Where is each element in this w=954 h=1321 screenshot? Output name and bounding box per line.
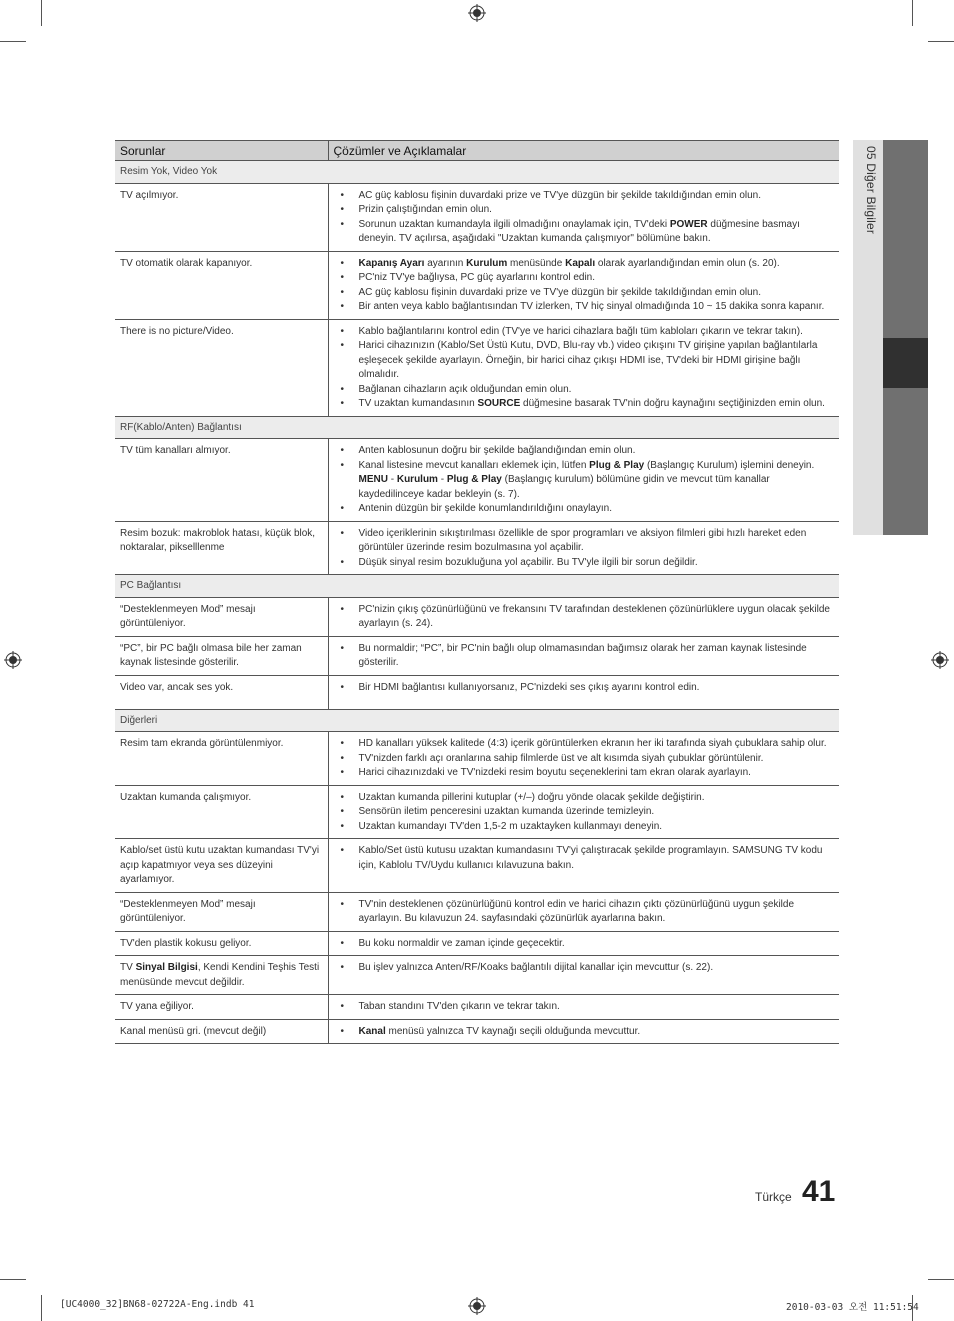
solution-cell [328,892,839,931]
table-row [115,319,839,416]
solution-item [337,556,835,571]
bold-term: POWER [669,218,708,230]
column-header-solutions: Çözümler ve Açıklamalar [328,141,839,161]
solution-cell [328,319,839,416]
solution-item [337,791,835,806]
solution-item [337,766,835,781]
problem-cell [115,675,328,709]
problem-cell [115,785,328,839]
section-header-row [115,709,839,732]
bold-term: Plug & Play [589,459,645,471]
solution-item [337,898,835,927]
problem-cell [115,995,328,1020]
solution-list [337,325,835,412]
table-row [115,675,839,709]
text-run: menüsünde [507,257,566,269]
text-run: TV [120,962,136,973]
solution-item [337,603,835,632]
solution-item [337,820,835,835]
text-run: Antenin düzgün bir şekilde konumlandırıldığını onaylayın. [358,503,612,514]
table-row [115,636,839,675]
solution-item [337,642,835,671]
table-row [115,956,839,995]
solution-list [337,681,835,696]
solution-item [337,937,835,952]
text-run: Bu normaldir; “PC”, bir PC'nin bağlı olup olmamasından bağımsız olarak her zaman kaynak listesinde gösterilir. [358,642,807,668]
text-run: Harici cihazınızın (Kablo/Set Üstü Kutu, DVD, Blu-ray vb.) video çıkışını TV girişine yapılan bağlantılarla eşleşecek şekilde ayarlayın. Örneğin, bir harici cihaz çıkışı HDMI ise, TV'deki bir HDMI girişine bağlı olmalıdır. [358,340,818,380]
text-run: TV'nin desteklenen çözünürlüğünü kontrol edin ve harici cihazın çıktı çözünürlüğünü uygun şekilde ayarlayın. Bu kılavuzun 24. sayfasındaki çözünürlük ayarlarına bakın. [358,898,795,924]
text-run: TV otomatik olarak kapanıyor. [120,257,253,269]
solution-list [337,642,835,671]
text-run: Kablo/set üstü kutu uzaktan kumandası TV'yi açıp kapatmıyor veya ses düzeyini ayarlamıyor. [120,845,320,885]
problem-cell [115,597,328,636]
problem-cell [115,839,328,893]
text-run: - [387,474,397,485]
table-row [115,597,839,636]
solution-item [337,961,835,976]
text-run: Bu koku normaldir ve zaman içinde geçecektir. [358,937,565,949]
text-run: Sorunun uzaktan kumandayla ilgili olmadığını onaylamak için, TV'deki [358,218,670,230]
text-run: “Desteklenmeyen Mod” mesajı görüntüleniyor. [120,603,256,629]
crop-mark [0,41,26,42]
section-header-row [115,416,839,439]
text-run: TV'den plastik kokusu geliyor. [120,937,252,949]
solution-item [337,1000,835,1015]
table-row [115,251,839,319]
crop-mark [928,41,954,42]
text-run: Prizin çalıştığından emin olun. [358,204,492,215]
chapter-tab-marker [883,338,928,388]
solution-item [337,218,835,247]
solution-item [337,502,835,517]
table-row [115,839,839,893]
text-run: TV'nizden farklı açı oranlarına sahip filmlerde üst ve alt kısımda siyah çubuklar görüntülenir. [358,752,764,764]
page-language: Türkçe [755,1190,792,1204]
registration-mark-icon [931,651,949,669]
solution-cell [328,732,839,786]
registration-mark-icon [468,4,486,22]
text-run: Uzaktan kumanda çalışmıyor. [120,791,252,803]
text-run: There is no picture/Video. [120,325,234,337]
solution-item [337,339,835,383]
solution-list [337,844,835,873]
text-run: olarak ayarlandığından emin olun (s. 20). [595,257,780,269]
bold-term: Kapanış Ayarı [358,257,425,269]
page-number: 41 [802,1175,836,1208]
problem-cell [115,439,328,522]
table-row [115,439,839,522]
solution-cell [328,183,839,251]
solution-item [337,257,835,272]
table-row [115,521,839,575]
solution-list [337,791,835,835]
troubleshooting-table [115,140,839,1044]
text-run: Video içeriklerinin sıkıştırılması özellikle de spor programları ve aksiyon filmleri gibi hızlı hareket eden görüntüler üzerinde resim bozulmasına yol açabilir. [358,527,807,553]
text-run: PC'nizin çıkış çözünürlüğünü ve frekansını TV tarafından desteklenen çözünürlüklere uygun olacak şekilde ayarlayın (s. 24). [358,603,830,629]
text-run: Uzaktan kumandayı TV'den 1,5-2 m uzaktayken kullanmayı deneyin. [358,820,663,832]
registration-mark-icon [468,1297,486,1315]
solution-cell [328,931,839,956]
solution-cell [328,439,839,522]
solution-item [337,459,835,503]
solution-list [337,257,835,315]
table-row [115,892,839,931]
problem-cell [115,319,328,416]
text-run: Harici cihazınızdaki ve TV'nizdeki resim boyutu seçeneklerini tam ekran olarak ayarlayın. [358,767,751,778]
solution-item [337,397,835,412]
table-row [115,995,839,1020]
table-row [115,785,839,839]
bold-term: Sinyal Bilgisi [135,962,198,973]
solution-item [337,805,835,820]
solution-item [337,383,835,398]
text-run: AC güç kablosu fişinin duvardaki prize ve TV'ye düzgün bir şekilde takıldığından emin olun. [358,189,762,201]
table-body [115,161,839,1044]
bold-term: Kapalı [565,257,596,269]
crop-mark [41,1295,42,1321]
text-run: “PC”, bir PC bağlı olmasa bile her zaman kaynak listesinde gösterilir. [120,642,302,668]
chapter-tab-strip [883,388,928,535]
bold-term: Kurulum [396,474,438,485]
solution-list [337,189,835,247]
text-run: Video var, ancak ses yok. [120,681,234,693]
solution-cell [328,995,839,1020]
section-title: RF(Kablo/Anten) Bağlantısı [115,416,839,439]
text-run: Resim tam ekranda görüntülenmiyor. [120,738,284,749]
text-run: Kablo/Set üstü kutusu uzaktan kumandasını TV'yi çalıştıracak şekilde programlayın. SAMSUNG TV kodu için, Kablolu TV/Uydu kullanıcı kılavuzuna bakın. [358,845,823,871]
table-row [115,732,839,786]
text-run: Düşük sinyal resim bozukluğuna yol açabilir. Bu TV'yle ilgili bir sorun değildir. [358,556,698,568]
bold-term: SOURCE [477,398,521,409]
section-header-row [115,161,839,184]
text-run: düğmesine basmayı deneyin. TV açılırsa, aşağıdaki "Uzaktan kumanda çalışmıyor" bölümüne bakın. [358,218,800,244]
solution-item [337,1025,835,1040]
section-title: PC Bağlantısı [115,575,839,598]
text-run: TV yana eğiliyor. [120,1001,194,1012]
solution-cell [328,251,839,319]
text-run: TV tüm kanalları almıyor. [120,445,231,456]
text-run: düğmesine basarak TV'nin doğru kaynağını seçtiğinizden emin olun. [520,398,825,409]
solution-cell [328,785,839,839]
text-run: HD kanalları yüksek kalitede (4:3) içerik görüntülerken ekranın her iki tarafında siyah çubuklara sahip olur. [358,738,827,749]
text-run: menüsü yalnızca TV kaynağı seçili olduğunda mevcuttur. [385,1025,641,1037]
text-run: AC güç kablosu fişinin duvardaki prize ve TV'ye düzgün bir şekilde takıldığından emin olun. [358,286,762,298]
text-run: Bağlanan cihazların açık olduğundan emin olun. [358,383,572,395]
problem-cell [115,931,328,956]
registration-mark-icon [4,651,22,669]
table-row [115,1019,839,1044]
crop-mark [0,1279,26,1280]
solution-list [337,1025,835,1040]
text-run: Resim bozuk: makroblok hatası, küçük blok, noktaralar, pikselllenme [120,527,316,553]
solution-list [337,898,835,927]
text-run: (Başlangıç Kurulum) işlemini deneyin. [644,459,815,471]
solution-item [337,271,835,286]
problem-cell [115,956,328,995]
table-row [115,931,839,956]
print-file-info: [UC4000_32]BN68-02722A-Eng.indb 41 [60,1299,255,1310]
text-run: Kanal listesine mevcut kanalları eklemek için, lütfen [358,459,590,471]
solution-item [337,444,835,459]
text-run: TV uzaktan kumandasının [358,398,478,409]
solution-cell [328,521,839,575]
column-header-problems: Sorunlar [115,141,328,161]
solution-item [337,681,835,696]
solution-item [337,189,835,204]
solution-item [337,844,835,873]
problem-cell [115,1019,328,1044]
text-run: Uzaktan kumanda pillerini kutuplar (+/–) doğru yönde olacak şekilde değiştirin. [358,791,705,803]
text-run: - [437,474,447,485]
solution-list [337,527,835,571]
text-run: (Başlangıç kurulum) bölümüne gidin ve mevcut tüm kanallar kaydedilinceye kadar bekleyin (s. 7). [358,474,770,500]
text-run: Kanal menüsü gri. (mevcut değil) [120,1025,267,1037]
problem-cell [115,732,328,786]
text-run: Sensörün iletim penceresini uzaktan kumanda üzerinde temizleyin. [358,806,655,817]
problem-cell [115,183,328,251]
solution-list [337,961,835,976]
crop-mark [41,0,42,26]
solution-cell [328,675,839,709]
table-row [115,183,839,251]
solution-item [337,300,835,315]
text-run: Taban standını TV'den çıkarın ve tekrar takın. [358,1001,560,1012]
solution-list [337,937,835,952]
bold-term: Kurulum [466,257,508,269]
print-datetime: 2010-03-03 오전 11:51:54 [786,1302,919,1313]
solution-cell [328,1019,839,1044]
bold-term: Kanal [358,1025,386,1037]
problem-cell [115,251,328,319]
solution-list [337,737,835,781]
solution-item [337,737,835,752]
problem-cell [115,892,328,931]
bold-term: Plug & Play [446,474,502,485]
chapter-title: 05 Diğer Bilgiler [864,146,878,235]
solution-item [337,527,835,556]
section-title: Diğerleri [115,709,839,732]
table-header-row [115,141,839,161]
text-run: Bu işlev yalnızca Anten/RF/Koaks bağlantılı dijital kanallar için mevcuttur (s. 22). [358,962,714,973]
problem-cell [115,521,328,575]
text-run: “Desteklenmeyen Mod” mesajı görüntüleniyor. [120,898,256,924]
solution-item [337,203,835,218]
text-run: Bir anten veya kablo bağlantısından TV izlerken, TV hiç sinyal olmadığında 10 ~ 15 dakika sonra kapanır. [358,301,825,312]
solution-cell [328,636,839,675]
bold-term: MENU [358,474,388,485]
text-run: TV açılmıyor. [120,189,179,201]
solution-list [337,444,835,517]
solution-item [337,286,835,301]
solution-list [337,1000,835,1015]
crop-mark [912,0,913,26]
solution-cell [328,839,839,893]
text-run: Bir HDMI bağlantısı kullanıyorsanız, PC'nizdeki ses çıkış ayarını kontrol edin. [358,681,700,693]
text-run: , Kendi Kendini Teşhis Testi menüsünde mevcut değildir. [120,962,320,988]
crop-mark [928,1279,954,1280]
text-run: Kablo bağlantılarını kontrol edin (TV'ye ve harici cihazlara bağlı tüm kabloları çıkarın ve tekrar takın). [358,325,803,337]
problem-cell [115,636,328,675]
text-run: PC'niz TV'ye bağlıysa, PC güç ayarlarını kontrol edin. [358,272,596,283]
chapter-tab-strip [883,140,928,338]
section-header-row [115,575,839,598]
solution-item [337,752,835,767]
text-run: ayarının [424,257,467,269]
solution-list [337,603,835,632]
solution-cell [328,956,839,995]
text-run: Anten kablosunun doğru bir şekilde bağlandığından emin olun. [358,445,636,456]
section-title: Resim Yok, Video Yok [115,161,839,184]
solution-cell [328,597,839,636]
solution-item [337,325,835,340]
